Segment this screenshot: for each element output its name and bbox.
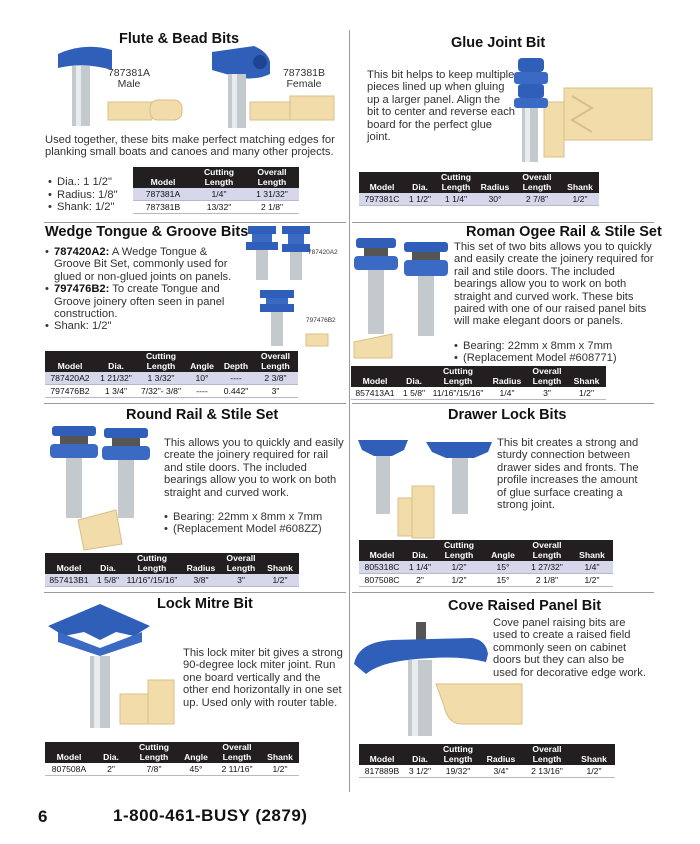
table-row [133, 188, 299, 201]
flute-spec-shank: • Shank: 1/2" [48, 201, 143, 214]
table-cell: 30° [477, 193, 513, 206]
table-cell: 857413A1 [351, 387, 399, 400]
table-header: Shank [261, 553, 299, 574]
table-header: Cutting Length [193, 167, 245, 188]
flute-label-a [104, 68, 154, 90]
cove-raised-panel-bit-image [352, 620, 536, 742]
table-cell: 10° [185, 372, 219, 385]
table-cell: 2 1/8" [245, 201, 299, 214]
table-cell: 1 1/2" [405, 193, 435, 206]
table-header: Radius [487, 366, 527, 387]
table-header: Cutting Length [435, 172, 477, 193]
round-specs-list [164, 511, 346, 536]
table-cell: 1/2" [435, 574, 483, 587]
table-header: Cutting Length [123, 553, 181, 574]
glue-description: This bit helps to keep multiple pieces lined up when gluing up a larger panel. Align the bit to center and reverse each board for the perfect glue joint. [367, 69, 516, 144]
wedge-spec-table [45, 351, 298, 398]
table-cell: 787381B [133, 201, 193, 214]
roman-description: This set of two bits allows you to quickly and easily create the joinery required for rail and stile doors. The included bearings allow you to work on both straight and curved work. These bits paired with one of our raised panel bits will make elegant doors or panels. [454, 241, 654, 328]
lock-mitre-bit-image [44, 602, 180, 732]
table-header: Depth [219, 351, 253, 372]
table-header: Dia. [405, 744, 435, 765]
table-header: Overall Length [513, 172, 561, 193]
table-header: Dia. [405, 172, 435, 193]
table-cell: 19/32" [435, 765, 481, 778]
table-header: Radius [481, 744, 521, 765]
wedge-item-1 [45, 246, 240, 283]
table-cell: 797476B2 [45, 385, 95, 398]
table-cell: 2 13/16" [521, 765, 573, 778]
table-header: Angle [483, 540, 523, 561]
wedge-shank: • Shank: 1/2" [45, 320, 240, 332]
table-header: Cutting Length [435, 744, 481, 765]
table-header: Model [359, 172, 405, 193]
flute-label-b [276, 68, 332, 90]
round-bearing-sub [164, 523, 346, 535]
table-cell: 3" [221, 574, 261, 587]
table-header: Dia. [93, 742, 129, 763]
flute-label-a-sub: Male [117, 78, 141, 90]
table-header: Model [45, 742, 93, 763]
table-header: Shank [571, 540, 613, 561]
table-header: Overall Length [245, 167, 299, 188]
table-cell: 2 7/8" [513, 193, 561, 206]
table-cell: 3" [253, 385, 298, 398]
wedge-item-2 [45, 283, 240, 320]
wedge-item2-text: To create Tongue and Groove joinery often seen in panel construction. [54, 283, 225, 321]
table-cell: 807508A [45, 763, 93, 776]
lock-mitre-title: Lock Mitre Bit [157, 596, 253, 612]
table-row [351, 387, 606, 400]
table-header: Angle [185, 351, 219, 372]
flute-bead-title: Flute & Bead Bits [119, 31, 240, 47]
table-row [45, 372, 298, 385]
table-header: Model [359, 744, 405, 765]
table-cell: 45° [179, 763, 213, 776]
roman-spec-table [351, 366, 606, 400]
section-divider [352, 222, 654, 223]
table-cell: 15° [483, 574, 523, 587]
wedge-title: Wedge Tongue & Groove Bits [45, 224, 249, 240]
table-row [359, 765, 615, 778]
flute-spec-dia: • Dia.: 1 1/2" [48, 176, 143, 189]
drawer-description: This bit creates a strong and sturdy connection between drawer sides and fronts. The profile increases the amount of glue surface creating a strong joint. [497, 437, 639, 512]
table-cell: 11/16"/15/16" [429, 387, 487, 400]
table-row [359, 193, 599, 206]
table-cell: 787381A [133, 188, 193, 201]
flute-spec-table [133, 167, 299, 214]
table-cell: 2 3/8" [253, 372, 298, 385]
roman-bearing-sub-text: (Replacement Model #608771) [463, 352, 617, 365]
table-cell: 1 3/32" [137, 372, 185, 385]
glue-joint-title: Glue Joint Bit [451, 35, 546, 51]
flute-label-b-sub: Female [286, 78, 322, 90]
table-cell: 2" [93, 763, 129, 776]
table-cell: 7/32"- 3/8" [137, 385, 185, 398]
wedge-item2-model: 797476B2: [54, 283, 110, 296]
flute-label-a-model: 787381A [107, 67, 151, 79]
lock-mitre-description: This lock miter bit gives a strong 90-degree lock miter joint. Run one board vertically and the other end horizontally in one set up. Used only with router table. [183, 647, 343, 709]
wedge-list [45, 246, 240, 333]
roman-bearing: • Bearing: 22mm x 8mm x 7mm [454, 340, 654, 352]
section-divider [352, 403, 654, 404]
table-cell: 2 11/16" [213, 763, 261, 776]
table-cell: 2 1/8" [523, 574, 571, 587]
phone-number: 1-800-461-BUSY (2879) [113, 806, 308, 825]
table-cell: 1/2" [567, 387, 606, 400]
glue-spec-table [359, 172, 599, 206]
table-cell: 1/2" [261, 763, 299, 776]
round-description: This allows you to quickly and easily create the joinery required for rail and stile doors. The included bearings allow you to work on both straight and curved work. [164, 437, 344, 499]
lock-mitre-spec-table [45, 742, 299, 776]
table-header: Dia. [405, 540, 435, 561]
wedge-label-1: 787420A2 [308, 249, 338, 256]
table-cell: 3 1/2" [405, 765, 435, 778]
table-cell: 1 3/4" [95, 385, 137, 398]
table-header: Overall Length [523, 540, 571, 561]
round-spec-table [45, 553, 299, 587]
table-cell: 2" [405, 574, 435, 587]
flute-label-b-model: 787381B [282, 67, 326, 79]
table-cell: 3" [527, 387, 567, 400]
roman-bearing-sub [454, 352, 654, 364]
flute-spec-radius: • Radius: 1/8" [48, 189, 143, 202]
table-cell: 11/16"/15/16" [123, 574, 181, 587]
cove-description: Cove panel raising bits are used to create a raised field commonly seen on cabinet doors but they can also be used for decorative edge work. [493, 617, 646, 679]
table-cell: 1/4" [487, 387, 527, 400]
table-header: Overall Length [213, 742, 261, 763]
table-cell: 3/8" [181, 574, 221, 587]
table-row [359, 574, 613, 587]
table-header: Shank [573, 744, 615, 765]
table-row [359, 561, 613, 574]
table-header: Overall Length [521, 744, 573, 765]
wedge-bits-image [244, 222, 348, 348]
table-header: Model [351, 366, 399, 387]
section-divider [44, 592, 346, 593]
roman-ogee-bits-image [352, 230, 454, 360]
table-row [45, 385, 298, 398]
flute-specs-list [48, 176, 143, 214]
table-header: Cutting Length [429, 366, 487, 387]
section-divider [44, 403, 346, 404]
table-cell: 807508C [359, 574, 405, 587]
table-cell: 1 27/32" [523, 561, 571, 574]
table-header: Dia. [93, 553, 123, 574]
table-cell: 817889B [359, 765, 405, 778]
wedge-item1-model: 787420A2: [54, 246, 110, 258]
table-cell: 1/2" [435, 561, 483, 574]
wedge-item1-text: A Wedge Tongue & Groove Bit Set, commonly used for glued or non-glued joints on panels. [54, 246, 232, 283]
table-header: Cutting Length [129, 742, 179, 763]
table-cell: 1 1/4" [405, 561, 435, 574]
table-cell: 1/4" [193, 188, 245, 201]
table-cell: 787420A2 [45, 372, 95, 385]
roman-specs-list [454, 340, 654, 365]
round-bearing: • Bearing: 22mm x 8mm x 7mm [164, 511, 346, 523]
drawer-spec-table [359, 540, 613, 587]
table-cell: 1/2" [261, 574, 299, 587]
table-header: Overall Length [253, 351, 298, 372]
table-header: Cutting Length [137, 351, 185, 372]
table-cell: 805318C [359, 561, 405, 574]
flute-description: Used together, these bits make perfect matching edges for planking small boats and canoes and many other projects. [45, 134, 335, 159]
table-row [45, 574, 299, 587]
table-header: Cutting Length [435, 540, 483, 561]
wedge-label-2: 797476B2 [306, 317, 336, 324]
table-cell: 0.442" [219, 385, 253, 398]
table-row [133, 201, 299, 214]
table-header: Radius [477, 172, 513, 193]
round-rail-bits-image [44, 420, 162, 550]
table-cell: 797381C [359, 193, 405, 206]
table-header: Angle [179, 742, 213, 763]
table-header: Model [45, 351, 95, 372]
table-header: Model [359, 540, 405, 561]
table-cell: 13/32" [193, 201, 245, 214]
cove-title: Cove Raised Panel Bit [448, 598, 602, 614]
table-cell: 1 21/32" [95, 372, 137, 385]
table-cell: ---- [185, 385, 219, 398]
table-cell: 857413B1 [45, 574, 93, 587]
cove-spec-table [359, 744, 615, 778]
table-cell: 1 31/32" [245, 188, 299, 201]
table-cell: 15° [483, 561, 523, 574]
table-row [45, 763, 299, 776]
table-header: Radius [181, 553, 221, 574]
table-header: Shank [561, 172, 599, 193]
table-cell: 3/4" [481, 765, 521, 778]
column-divider [349, 30, 350, 792]
table-cell: 1 5/8" [399, 387, 429, 400]
drawer-title: Drawer Lock Bits [448, 407, 567, 423]
section-divider [352, 592, 654, 593]
page-number: 6 [38, 807, 48, 826]
round-bearing-sub-text: (Replacement Model #608ZZ) [173, 523, 322, 536]
round-title: Round Rail & Stile Set [126, 407, 279, 423]
table-cell: 1 1/4" [435, 193, 477, 206]
table-cell: ---- [219, 372, 253, 385]
glue-joint-bit-image [512, 52, 657, 172]
table-cell: 1/4" [571, 561, 613, 574]
table-header: Shank [567, 366, 606, 387]
table-cell: 1/2" [573, 765, 615, 778]
table-cell: 1 5/8" [93, 574, 123, 587]
table-header: Shank [261, 742, 299, 763]
table-cell: 1/2" [561, 193, 599, 206]
table-cell: 7/8" [129, 763, 179, 776]
table-header: Model [133, 167, 193, 188]
table-header: Model [45, 553, 93, 574]
table-header: Overall Length [221, 553, 261, 574]
roman-title: Roman Ogee Rail & Stile Set [466, 224, 662, 240]
table-cell: 1/2" [571, 574, 613, 587]
drawer-lock-bits-image [352, 436, 498, 540]
table-header: Dia. [95, 351, 137, 372]
table-header: Dia. [399, 366, 429, 387]
table-header: Overall Length [527, 366, 567, 387]
